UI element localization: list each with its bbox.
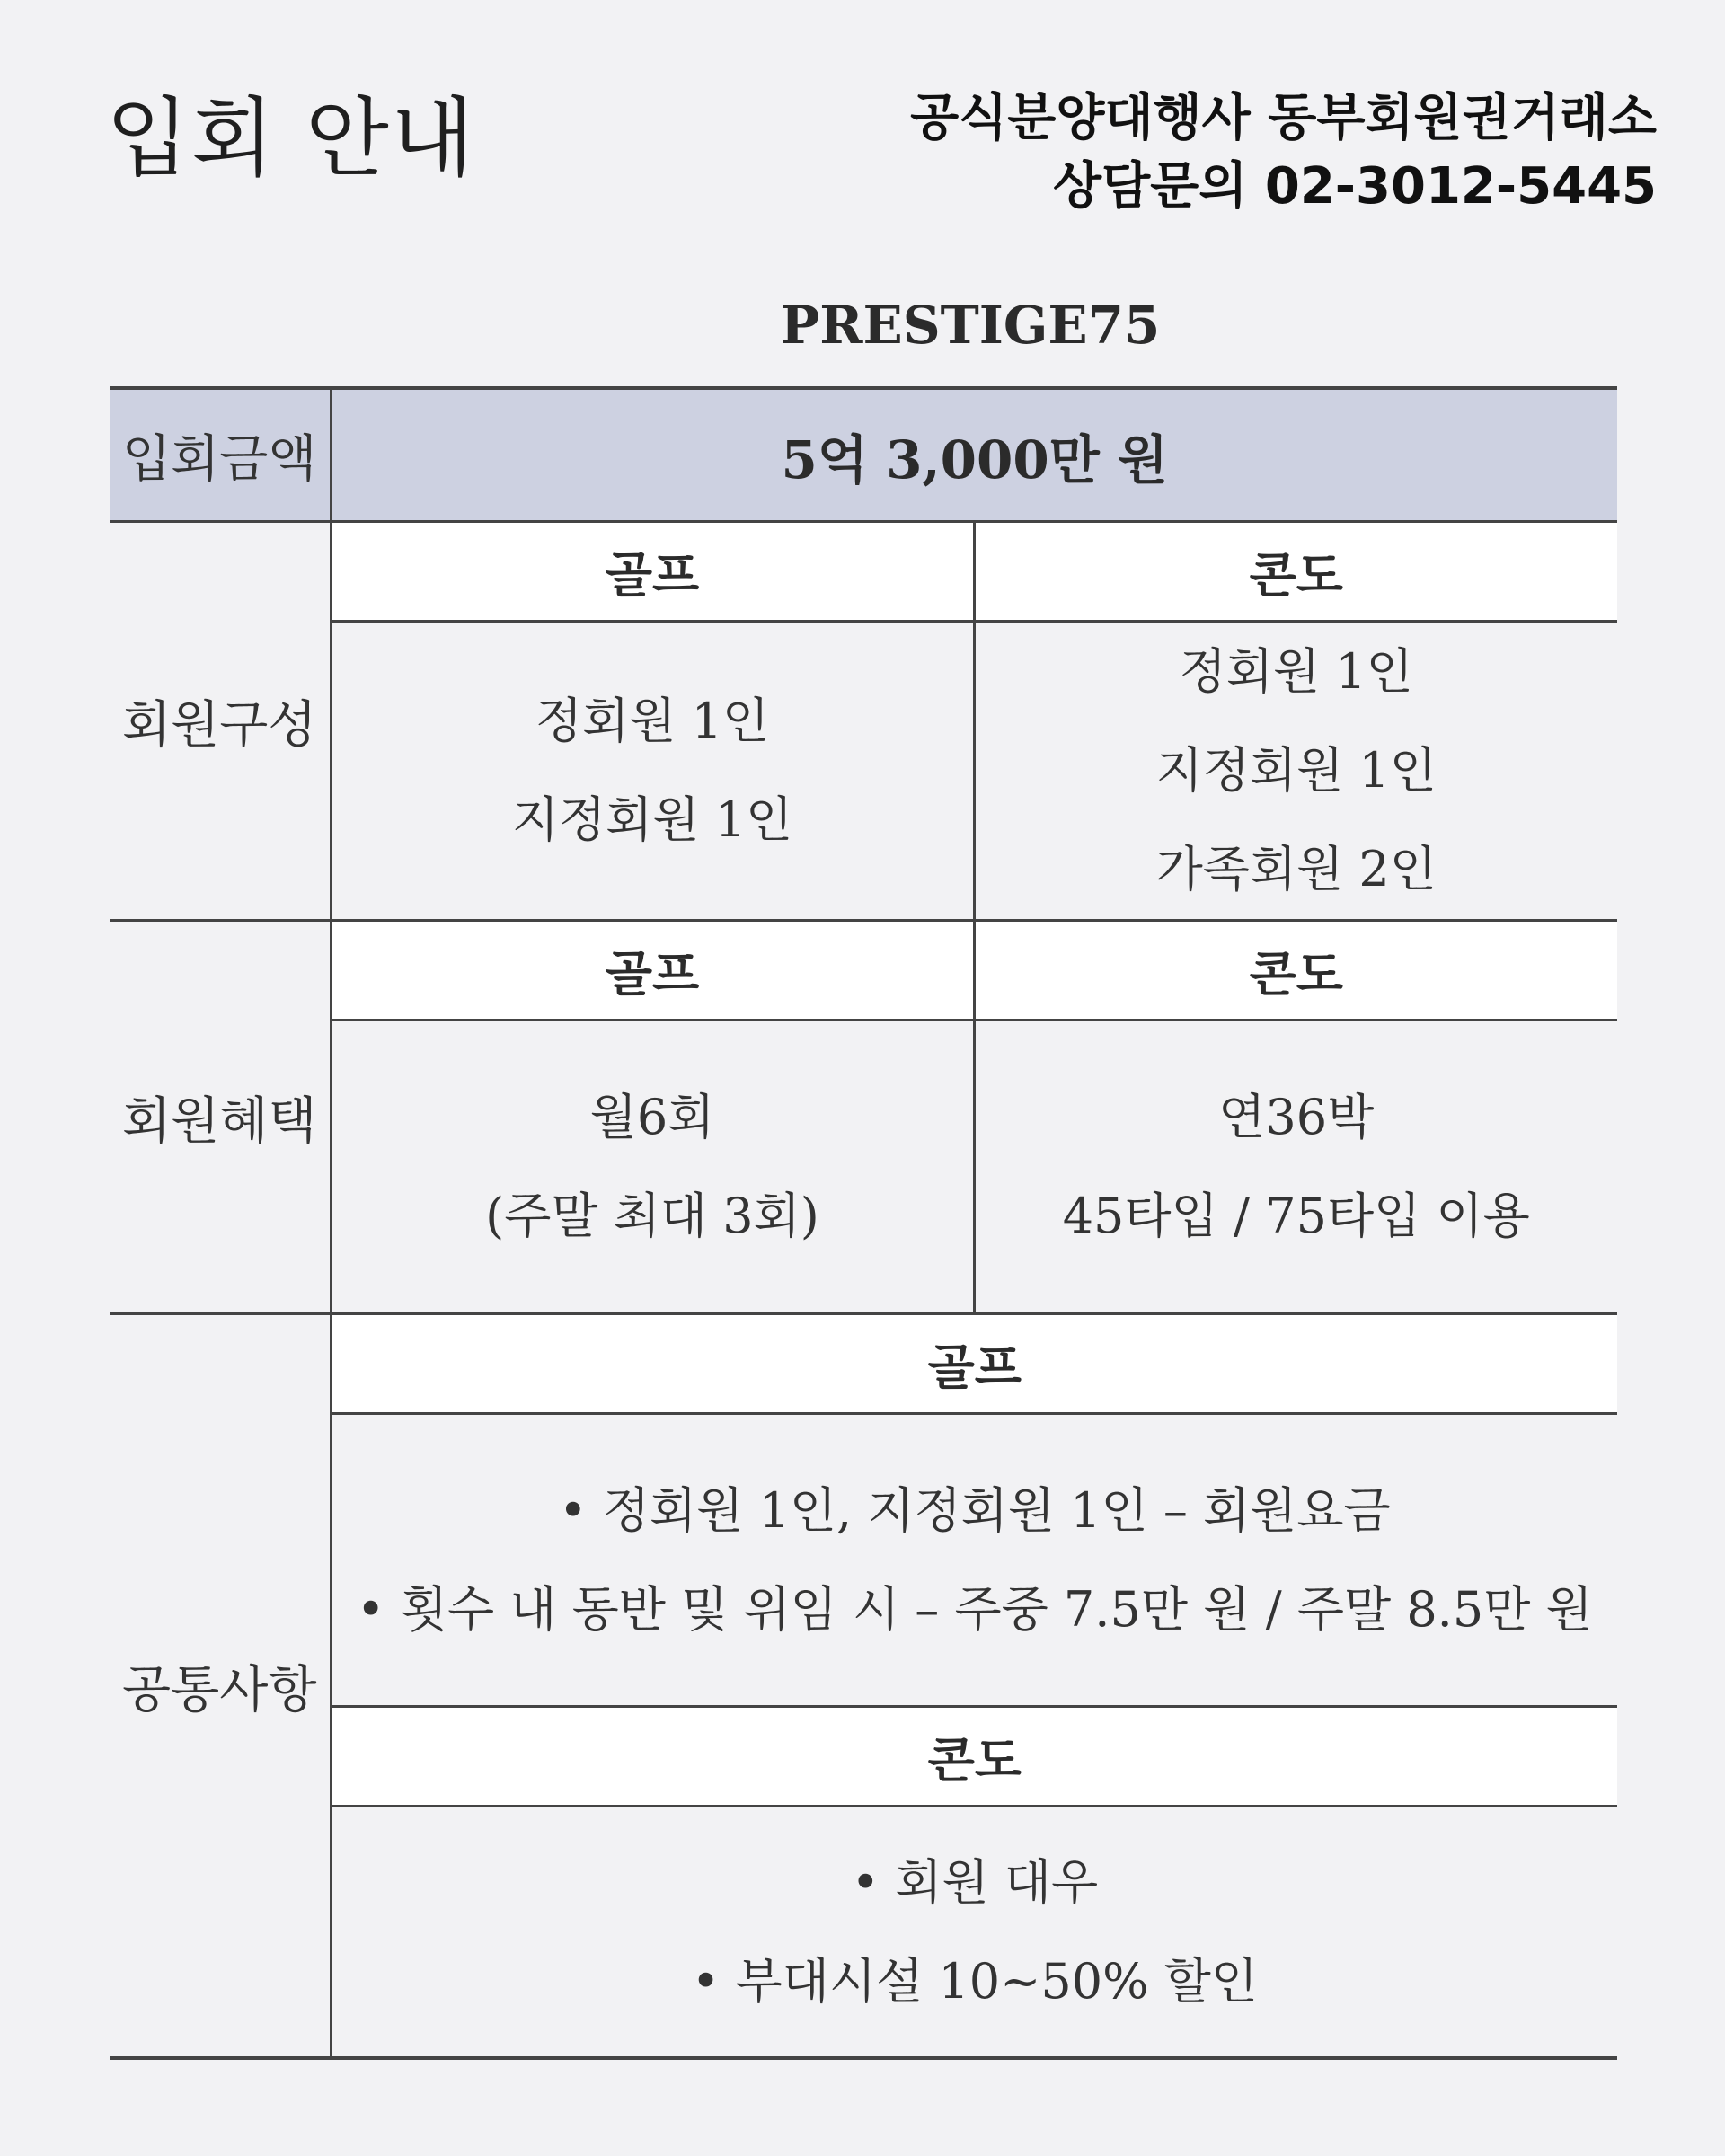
composition-condo-header: 콘도 <box>974 522 1617 622</box>
common-condo-header: 콘도 <box>331 1707 1617 1807</box>
benefits-header-row <box>110 921 1617 1021</box>
common-golf-cell <box>331 1414 1617 1707</box>
common-golf-header-row <box>110 1314 1617 1414</box>
composition-condo-cell <box>974 622 1617 921</box>
benefits-golf-item: (주말 최대 3회) <box>485 1188 819 1244</box>
composition-label: 회원구성 <box>110 522 331 921</box>
composition-condo-item: 가족회원 2인 <box>1155 841 1437 897</box>
composition-golf-cell <box>331 622 974 921</box>
composition-header-row <box>110 522 1617 622</box>
common-condo-cell <box>331 1807 1617 2059</box>
benefits-body-row <box>110 1021 1617 1314</box>
fee-value: 5억 3,000만 원 <box>331 388 1617 522</box>
common-condo-item: • 부대시설 10~50% 할인 <box>691 1952 1258 2010</box>
composition-body-row <box>110 622 1617 921</box>
common-golf-body-row <box>110 1414 1617 1707</box>
contact-phone: 상담문의 02-3012-5445 <box>1052 157 1657 216</box>
common-golf-item: • 횟수 내 동반 및 위임 시 – 주중 7.5만 원 / 주말 8.5만 원 <box>356 1580 1593 1638</box>
benefits-condo-cell <box>974 1021 1617 1314</box>
common-condo-body-row <box>110 1807 1617 2059</box>
common-golf-item: • 정회원 1인, 지정회원 1인 – 회원요금 <box>558 1481 1391 1539</box>
composition-condo-item: 정회원 1인 <box>1179 643 1413 700</box>
fee-row <box>110 388 1617 522</box>
membership-info-table <box>110 386 1617 2060</box>
product-name: PRESTIGE75 <box>780 295 1161 356</box>
benefits-condo-item: 45타입 / 75타입 이용 <box>1062 1188 1530 1244</box>
agency-name: 공식분양대행사 동부회원권거래소 <box>910 89 1657 147</box>
benefits-condo-header: 콘도 <box>974 921 1617 1021</box>
composition-golf-header: 골프 <box>331 522 974 622</box>
benefits-label: 회원혜택 <box>110 921 331 1314</box>
agency-info <box>910 84 1657 221</box>
benefits-golf-item: 월6회 <box>589 1089 715 1145</box>
common-golf-header: 골프 <box>331 1314 1617 1414</box>
page-title: 입회 안내 <box>106 88 476 189</box>
composition-golf-item: 지정회원 1인 <box>511 791 793 848</box>
benefits-condo-item: 연36박 <box>1218 1089 1375 1145</box>
common-condo-item: • 회원 대우 <box>851 1853 1099 1911</box>
fee-label: 입회금액 <box>110 388 331 522</box>
composition-condo-item: 지정회원 1인 <box>1155 742 1437 799</box>
benefits-golf-cell <box>331 1021 974 1314</box>
benefits-golf-header: 골프 <box>331 921 974 1021</box>
common-condo-header-row <box>110 1707 1617 1807</box>
composition-golf-item: 정회원 1인 <box>535 693 770 749</box>
common-label: 공통사항 <box>110 1314 331 2059</box>
